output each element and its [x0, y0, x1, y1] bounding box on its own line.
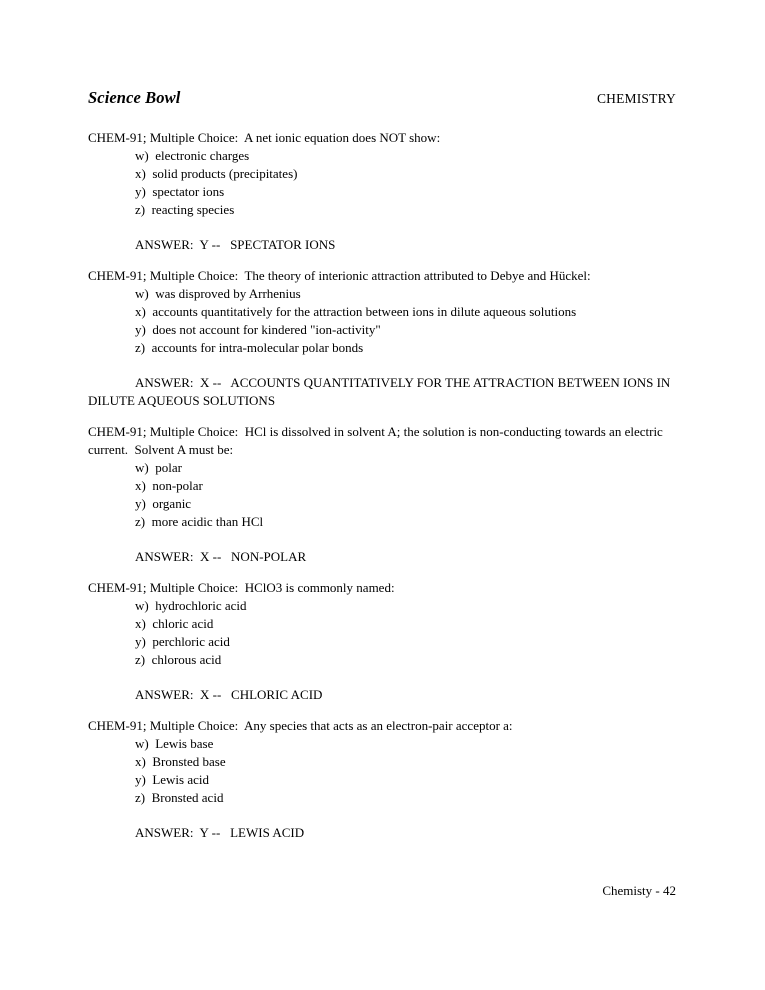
question-stem: CHEM-91; Multiple Choice: The theory of interionic attraction attributed to Debye and Hückel:: [88, 268, 591, 283]
option-item: w) hydrochloric acid: [135, 598, 247, 613]
answer-line: ANSWER: X -- CHLORIC ACID: [135, 687, 323, 702]
option-item: x) accounts quantitatively for the attraction between ions in dilute aqueous solutions: [135, 304, 577, 319]
question-stem: CHEM-91; Multiple Choice: HCl is dissolved in solvent A; the solution is non-conducting towards an electric current. Solvent A must be:: [88, 424, 667, 457]
option-item: z) Bronsted acid: [135, 790, 224, 805]
option-item: w) Lewis base: [135, 736, 214, 751]
option-list: [88, 459, 676, 531]
option-item: z) chlorous acid: [135, 652, 222, 667]
option-item: z) more acidic than HCl: [135, 514, 264, 529]
question-list: [88, 129, 676, 842]
option-item: y) does not account for kindered "ion-activity": [135, 322, 381, 337]
question-block: [88, 579, 676, 704]
question-stem: CHEM-91; Multiple Choice: HClO3 is commonly named:: [88, 580, 395, 595]
subject-label: CHEMISTRY: [596, 91, 676, 106]
question-block: [88, 129, 676, 254]
option-item: x) non-polar: [135, 478, 203, 493]
option-item: z) accounts for intra-molecular polar bonds: [135, 340, 364, 355]
answer-line: ANSWER: X -- ACCOUNTS QUANTITATIVELY FOR THE ATTRACTION BETWEEN IONS IN DILUTE AQUEOUS SOLUTIONS: [88, 375, 674, 408]
question-stem: CHEM-91; Multiple Choice: A net ionic equation does NOT show:: [88, 130, 441, 145]
option-item: w) was disproved by Arrhenius: [135, 286, 301, 301]
running-head: [88, 88, 676, 108]
question-block: [88, 423, 676, 566]
option-item: z) reacting species: [135, 202, 235, 217]
page-content: [88, 88, 676, 855]
question-block: [88, 267, 676, 410]
option-item: w) polar: [135, 460, 182, 475]
question-block: [88, 717, 676, 842]
answer-line: ANSWER: Y -- SPECTATOR IONS: [135, 237, 336, 252]
option-item: w) electronic charges: [135, 148, 250, 163]
option-item: y) perchloric acid: [135, 634, 230, 649]
option-list: [88, 735, 676, 807]
question-stem: CHEM-91; Multiple Choice: Any species that acts as an electron-pair acceptor a:: [88, 718, 513, 733]
option-list: [88, 285, 676, 357]
option-item: y) spectator ions: [135, 184, 225, 199]
option-list: [88, 597, 676, 669]
option-item: y) organic: [135, 496, 192, 511]
answer-line: ANSWER: Y -- LEWIS ACID: [135, 825, 305, 840]
option-item: x) chloric acid: [135, 616, 214, 631]
page-folio: Chemisty - 42: [602, 883, 676, 898]
document-title: Science Bowl: [88, 88, 181, 107]
option-item: x) solid products (precipitates): [135, 166, 298, 181]
answer-line: ANSWER: X -- NON-POLAR: [135, 549, 307, 564]
option-item: x) Bronsted base: [135, 754, 226, 769]
option-item: y) Lewis acid: [135, 772, 210, 787]
option-list: [88, 147, 676, 219]
